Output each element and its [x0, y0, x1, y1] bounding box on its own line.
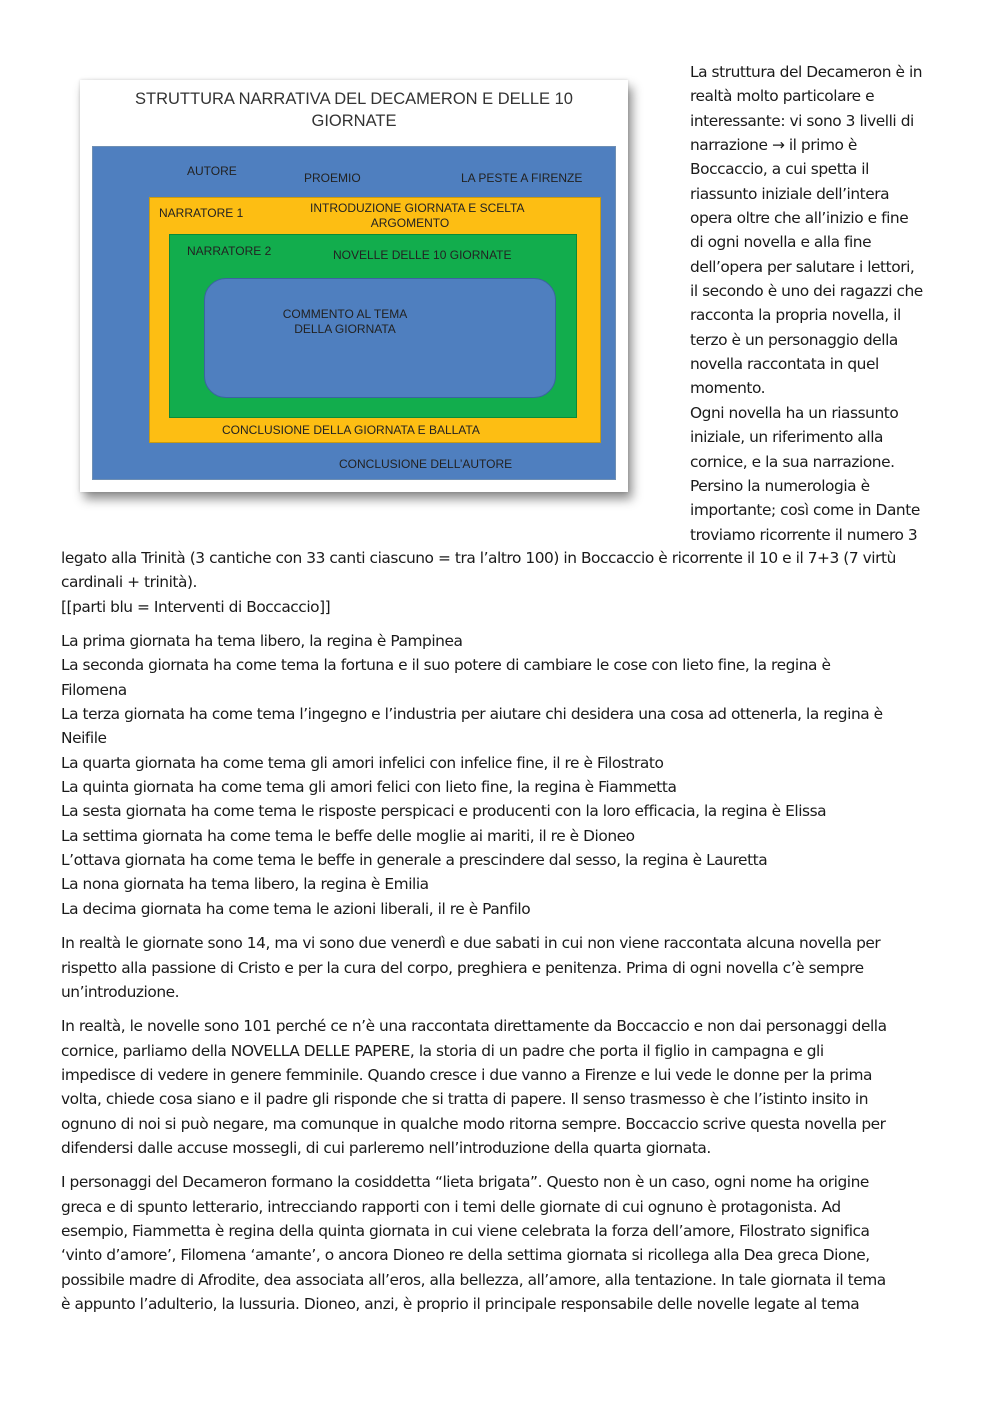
side-paragraph: [690, 60, 950, 547]
text-line: La quinta giornata ha come tema gli amori felici con lieto fine, la regina è Fiammetta: [61, 778, 677, 797]
text-line: impedisce di vedere in genere femminile. Quando cresce i due vanno a Firenze e lui vede le donne per la prima: [61, 1065, 872, 1084]
text-line: [[parti blu = Interventi di Boccaccio]]: [61, 597, 331, 616]
text-line: iniziale, un riferimento alla: [690, 428, 884, 447]
label-commento-line: DELLA GIORNATA: [294, 322, 396, 336]
text-line: Boccaccio, a cui spetta il: [690, 160, 869, 179]
text-line: La decima giornata ha come tema le azioni liberali, il re è Panfilo: [61, 899, 531, 918]
main-text: [61, 546, 941, 1316]
text-line: Persino la numerologia è: [690, 476, 870, 495]
label-novelle: NOVELLE DELLE 10 GIORNATE: [333, 248, 512, 262]
label-commento: [280, 307, 410, 337]
text-line: terzo è un personaggio della: [690, 330, 898, 349]
label-introduzione-line: ARGOMENTO: [370, 216, 450, 230]
paragraph-giornate: [61, 629, 941, 921]
text-line: cornice, e la sua narrazione.: [690, 452, 895, 471]
text-line: opera oltre che all’inizio e fine: [690, 209, 909, 228]
text-line: In realtà le giornate sono 14, ma vi sono due venerdì e due sabati in cui non viene raccontata alcuna novella per: [61, 934, 881, 953]
paragraph-14-giornate: [61, 931, 941, 1004]
text-line: La nona giornata ha tema libero, la regina è Emilia: [61, 875, 429, 894]
text-line: racconta la propria novella, il: [690, 306, 901, 325]
text-line: dell’opera per salutare i lettori,: [690, 257, 915, 276]
paragraph-novella-papere: [61, 1014, 941, 1160]
diagram-title-line: GIORNATE: [311, 112, 397, 130]
text-line: La prima giornata ha tema libero, la regina è Pampinea: [61, 632, 463, 651]
text-line: cardinali + trinità).: [61, 573, 197, 592]
text-line: momento.: [690, 379, 766, 398]
text-line: narrazione → il primo è: [690, 136, 857, 155]
text-line: troviamo ricorrente il numero 3: [690, 525, 918, 544]
text-line: il secondo è uno dei ragazzi che: [690, 282, 923, 301]
text-line: rispetto alla passione di Cristo e per la cura del corpo, preghiera e penitenza. Prima di ogni novella c’è sempre: [61, 958, 864, 977]
text-line: La terza giornata ha come tema l’ingegno e l’industria per aiutare chi desidera una cosa ad ottenerla, la regina è: [61, 705, 883, 724]
text-line: I personaggi del Decameron formano la cosiddetta “lieta brigata”. Questo non è un caso, ogni nome ha origine: [61, 1173, 869, 1192]
text-line: è appunto l’adulterio, la lussuria. Dioneo, anzi, è proprio il principale responsabile delle novelle legate al tema: [61, 1294, 860, 1313]
text-line: L’ottava giornata ha come tema le beffe in generale a prescindere dal sesso, la regina è Lauretta: [61, 851, 768, 870]
text-line: di ogni novella e alla fine: [690, 233, 872, 252]
text-line: Filomena: [61, 680, 127, 699]
label-narratore-1: NARRATORE 1: [159, 206, 244, 220]
text-line: realtà molto particolare e: [690, 87, 875, 106]
text-line: novella raccontata in quel: [690, 355, 879, 374]
label-autore: AUTORE: [187, 164, 237, 178]
text-line: interessante: vi sono 3 livelli di: [690, 111, 914, 130]
diagram-title-line: STRUTTURA NARRATIVA DEL DECAMERON E DELLE 10: [135, 90, 573, 108]
label-narratore-2: NARRATORE 2: [187, 244, 272, 258]
narrative-structure-diagram: [80, 80, 628, 492]
text-line: ‘vinto d’amore’, Filomena ‘amante’, o ancora Dioneo re della settima giornata si ricollega alla Dea greca Dione,: [61, 1246, 870, 1265]
text-line: riassunto iniziale dell’intera: [690, 184, 890, 203]
text-line: La quarta giornata ha come tema gli amori infelici con infelice fine, il re è Filostrato: [61, 753, 664, 772]
text-line: ognuno di noi si può negare, ma comunque in qualche modo ritorna sempre. Boccaccio scrive questa novella per: [61, 1114, 886, 1133]
text-line: legato alla Trinità (3 cantiche con 33 canti ciascuno = tra l’altro 100) in Boccaccio è ricorrente il 10 e il 7+3 (7 virtù: [61, 549, 896, 567]
diagram-title: [80, 88, 628, 132]
paragraph-lieta-brigata: [61, 1170, 941, 1316]
text-line: esempio, Fiammetta è regina della quinta giornata in cui viene celebrata la forza dell’amore, Filostrato significa: [61, 1221, 870, 1240]
text-line: greca e di spunto letterario, intrecciando rapporti con i temi delle giornate di cui ognuno è protagonista. Ad: [61, 1197, 841, 1216]
text-line: La sesta giornata ha come tema le risposte perspicaci e producenti con la loro efficacia, la regina è Elissa: [61, 802, 827, 821]
comment-box: [204, 278, 556, 398]
text-line: difendersi dalle accuse mossegli, di cui parleremo nell’introduzione della quarta giornata.: [61, 1138, 711, 1157]
text-line: Neifile: [61, 729, 107, 748]
text-line: La settima giornata ha come tema le beffe delle moglie ai mariti, il re è Dioneo: [61, 826, 635, 845]
text-line: cornice, parliamo della NOVELLA DELLE PAPERE, la storia di un padre che porta il figlio in campagna e gli: [61, 1041, 824, 1060]
text-line: La struttura del Decameron è in: [690, 63, 923, 81]
label-introduzione-line: INTRODUZIONE GIORNATA E SCELTA: [310, 201, 525, 215]
text-line: possibile madre di Afrodite, dea associata all’eros, alla bellezza, all’amore, alla tentazione. In tale giornata il tema: [61, 1270, 886, 1289]
label-peste: LA PESTE A FIRENZE: [461, 171, 583, 185]
label-introduzione: [310, 201, 525, 231]
text-line: In realtà, le novelle sono 101 perché ce n’è una raccontata direttamente da Boccaccio e non dai personaggi della: [61, 1017, 887, 1036]
text-line: Ogni novella ha un riassunto: [690, 403, 899, 422]
label-conclusione-autore: CONCLUSIONE DELL’AUTORE: [339, 457, 513, 471]
label-commento-line: COMMENTO AL TEMA: [282, 307, 408, 321]
label-proemio: PROEMIO: [304, 171, 361, 185]
paragraph-trinita: [61, 546, 941, 619]
text-line: La seconda giornata ha come tema la fortuna e il suo potere di cambiare le cose con lieto fine, la regina è: [61, 656, 831, 675]
label-conclusione-giornata: CONCLUSIONE DELLA GIORNATA E BALLATA: [222, 423, 480, 437]
text-line: un’introduzione.: [61, 982, 180, 1001]
text-line: importante; così come in Dante: [690, 501, 920, 520]
text-line: volta, chiede cosa siano e il padre gli risponde che si tratta di papere. Il senso trasmesso è che l’istinto insito in: [61, 1090, 869, 1109]
